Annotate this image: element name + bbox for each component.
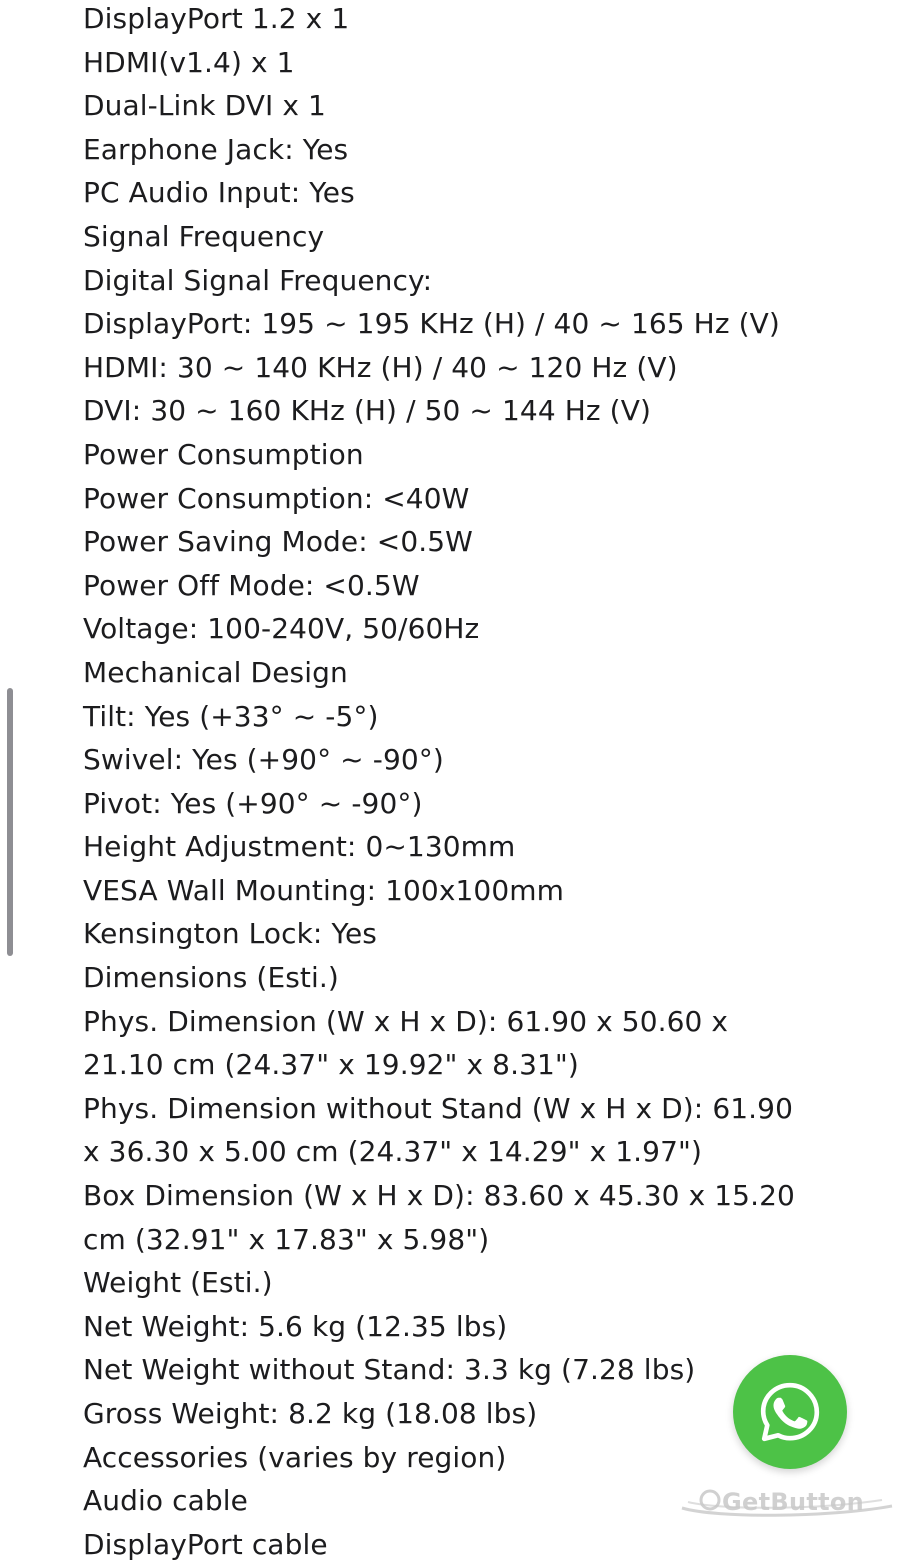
spec-line: Swivel: Yes (+90° ~ -90°)	[83, 743, 444, 777]
spec-line: HDMI: 30 ~ 140 KHz (H) / 40 ~ 120 Hz (V)	[83, 350, 678, 384]
whatsapp-button[interactable]	[733, 1355, 847, 1469]
spec-line: Weight (Esti.)	[83, 1266, 273, 1300]
spec-list	[83, 0, 823, 1566]
spec-line: Box Dimension (W x H x D): 83.60 x 45.30 x 15.20	[83, 1179, 795, 1213]
spec-line: Pivot: Yes (+90° ~ -90°)	[83, 786, 423, 820]
spec-line: Voltage: 100-240V, 50/60Hz	[83, 612, 480, 646]
spec-line: Mechanical Design	[83, 655, 348, 689]
spec-line: Height Adjustment: 0~130mm	[83, 830, 516, 864]
spec-line: Power Consumption: <40W	[83, 481, 470, 515]
spec-line: DisplayPort: 195 ~ 195 KHz (H) / 40 ~ 165 Hz (V)	[83, 307, 780, 341]
spec-line: Phys. Dimension (W x H x D): 61.90 x 50.60 x	[83, 1004, 729, 1038]
spec-line: Power Consumption	[83, 437, 364, 471]
spec-line: Net Weight: 5.6 kg (12.35 lbs)	[83, 1309, 508, 1343]
watermark-logo-icon	[676, 1484, 898, 1520]
spec-line: Power Off Mode: <0.5W	[83, 568, 420, 602]
scroll-indicator[interactable]	[7, 688, 13, 956]
spec-line: DisplayPort 1.2 x 1	[83, 2, 350, 35]
spec-line: Dual-Link DVI x 1	[83, 89, 326, 123]
spec-line: DisplayPort cable	[83, 1527, 328, 1561]
spec-line: HDMI(v1.4) x 1	[83, 45, 295, 79]
spec-line: Accessories (varies by region)	[83, 1440, 507, 1474]
whatsapp-icon	[757, 1379, 823, 1445]
watermark-text: GetButton	[722, 1488, 865, 1516]
spec-line: VESA Wall Mounting: 100x100mm	[83, 873, 565, 907]
spec-line: cm (32.91" x 17.83" x 5.98")	[83, 1222, 490, 1256]
spec-line: 21.10 cm (24.37" x 19.92" x 8.31")	[83, 1048, 579, 1082]
spec-line: Digital Signal Frequency:	[83, 263, 433, 297]
spec-line: x 36.30 x 5.00 cm (24.37" x 14.29" x 1.97")	[83, 1135, 703, 1169]
spec-line: Phys. Dimension without Stand (W x H x D): 61.90	[83, 1091, 793, 1125]
spec-line: Gross Weight: 8.2 kg (18.08 lbs)	[83, 1397, 538, 1430]
getbutton-watermark	[676, 1484, 898, 1520]
spec-line: Earphone Jack: Yes	[83, 132, 349, 166]
spec-line: Tilt: Yes (+33° ~ -5°)	[83, 699, 379, 733]
spec-line: DVI: 30 ~ 160 KHz (H) / 50 ~ 144 Hz (V)	[83, 394, 651, 428]
spec-line: PC Audio Input: Yes	[83, 176, 355, 210]
spec-line: Net Weight without Stand: 3.3 kg (7.28 lbs)	[83, 1353, 696, 1387]
spec-line: Kensington Lock: Yes	[83, 917, 377, 951]
spec-line: Audio cable	[83, 1484, 248, 1518]
spec-line: Dimensions (Esti.)	[83, 961, 339, 995]
spec-line: Power Saving Mode: <0.5W	[83, 525, 473, 559]
spec-line: Signal Frequency	[83, 219, 325, 253]
